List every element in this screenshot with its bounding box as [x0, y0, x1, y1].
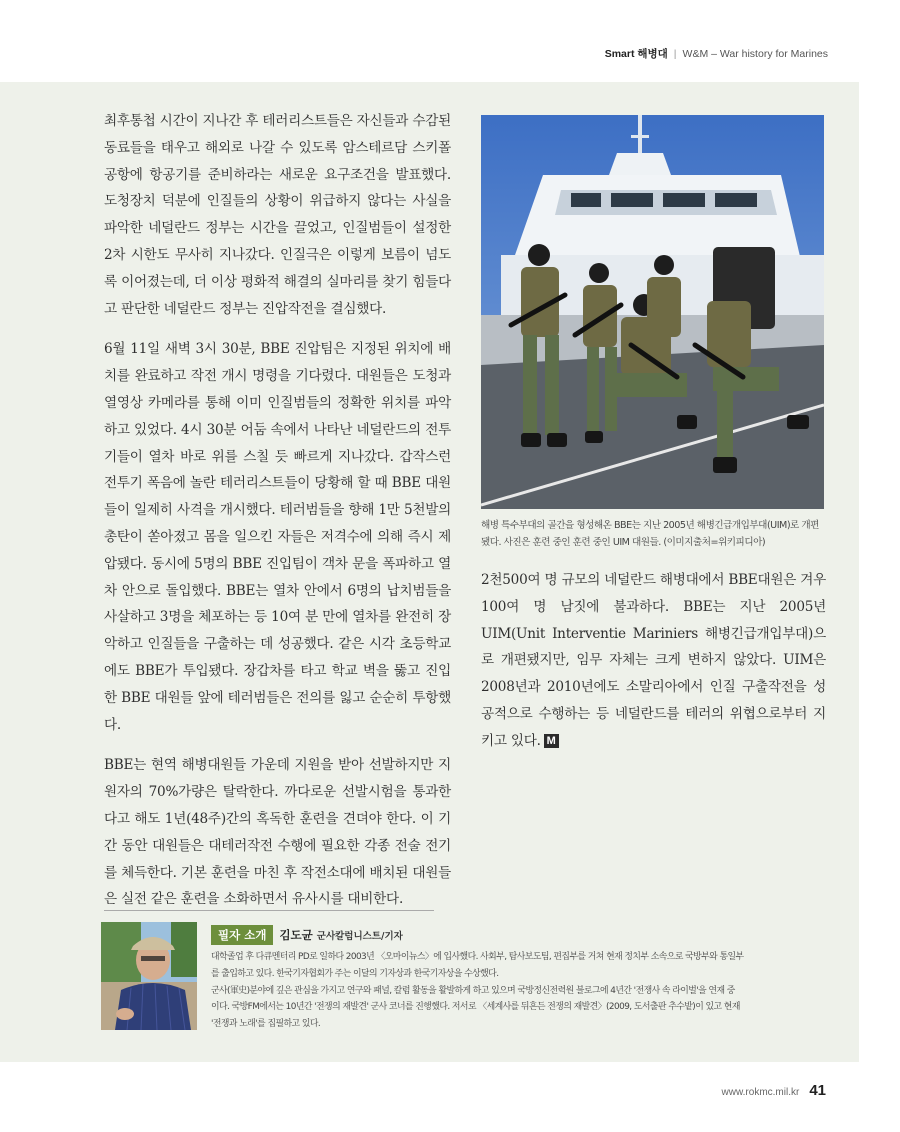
article-paragraph-4-text: 2천500여 명 규모의 네덜란드 해병대에서 BBE대원은 겨우 100여 명 남짓에 불과하다. BBE는 지난 2005년 UIM(Unit Interventie Mariniers 해병긴급개입부대)으로 개편됐지만, 임무 자체는 크게 변하지 않았다. UIM은 2008년과 2010년에도 소말리아에서 인질 구출작전을 성공적으로 수행하는 등 네덜란드를 테러의 위협으로부터 지키고 있다.	[481, 572, 826, 749]
article-paragraph-4	[481, 567, 826, 755]
article-right-column	[481, 567, 826, 769]
running-header	[605, 46, 828, 61]
author-divider	[104, 910, 434, 911]
article-paragraph-1: 최후통첩 시간이 지나간 후 테러리스트들은 자신들과 수감된 동료들을 태우고 해외로 나갈 수 있도록 암스테르담 스키폴 공항에 항공기를 준비하라는 새로운 요구조건을 발표했다. 도청장치 덕분에 인질들의 상황이 위급하지 않다는 사실을 파악한 네덜란드 정부는 시간을 끌었고, 인질범들이 설정한 2차 시한도 무사히 지나갔다. 인질극은 이렇게 보름이 넘도록 이어졌는데, 더 이상 평화적 해결의 실마리를 찾기 힘들다고 판단한 네덜란드 정부는 진압작전을 결심했다.	[104, 113, 451, 317]
photo-caption: 해병 특수부대의 골간을 형성해온 BBE는 지난 2005년 해병긴급개입부대(UIM)로 개편됐다. 사진은 훈련 중인 훈련 중인 UIM 대원들. (이미지출처=위키피디아)	[481, 520, 819, 548]
author-name: 김도균	[279, 928, 313, 942]
uim-team-photo	[481, 115, 824, 509]
end-mark-icon: M	[544, 734, 559, 748]
author-bio-line: 대학졸업 후 다큐멘터리 PD로 일하다 2003년 〈오마이뉴스〉에 입사했다. 사회부, 탐사보도팀, 편집부를 거쳐 현재 정치부 소속으로 국방부와 통일부	[211, 952, 744, 962]
author-heading	[211, 924, 403, 945]
author-bio-line: 군사(軍史)분야에 깊은 관심을 가지고 연구와 패널, 칼럼 활동을 활발하게 하고 있으며 국방정신전력원 블로그에 4년간 '전쟁사 속 라이벌'을 연재 중	[211, 985, 735, 996]
author-bio-line: 이다. 국방FM에서는 10년간 '전쟁의 재발견' 군사 코너를 진행했다. 저서로 〈세계사를 뒤흔든 전쟁의 재발견〉(2009, 도서출판 추수밭)이 있고 현재	[211, 1002, 740, 1013]
author-bio-line: 를 출입하고 있다. 한국기자협회가 주는 이달의 기자상과 한국기자상을 수상했다.	[211, 968, 499, 979]
author-bio-line: '전쟁과 노래'를 집필하고 있다.	[211, 1019, 321, 1030]
article-paragraph-3: BBE는 현역 해병대원들 가운데 지원을 받아 선발하지만 지원자의 70%가량은 탈락한다. 까다로운 선발시험을 통과한다고 해도 1년(48주)간의 혹독한 훈련을 견뎌야 한다. 이 기간 동안 대원들은 대테러작전 수행에 필요한 각종 전술 전기를 체득한다. 기본 훈련을 마친 후 작전소대에 배치된 대원들은 실전 같은 훈련을 소화하면서 유사시를 대비한다.	[104, 757, 451, 908]
page-footer	[722, 1082, 826, 1100]
footer-url: www.rokmc.mil.kr	[721, 1087, 800, 1098]
author-bio	[211, 949, 829, 1033]
article-paragraph-2: 6월 11일 새벽 3시 30분, BBE 진압팀은 지정된 위치에 배치를 완료하고 작전 개시 명령을 기다렸다. 대원들은 도청과 열영상 카메라를 통해 이미 인질범들의 정확한 위치를 파악하고 있었다. 4시 30분 어둠 속에서 나타난 네덜란드의 전투기들이 열차 바로 위를 스칠 듯 빠르게 지나갔다. 갑작스런 전투기 폭음에 놀란 테러리스트들이 당황해 할 때 BBE 대원들이 일제히 사격을 개시했다. 테러범들을 향해 1만 5천발의 총탄이 쏟아졌고 몸을 일으킨 자들은 저격수에 의해 즉시 제압됐다. 동시에 5명의 BBE 진입팀이 객차 문을 폭파하고 열차 안으로 돌입했다. BBE는 열차 안에서 6명의 납치범들을 사살하고 3명을 체포하는 등 10여 분 만에 열차를 완전히 장악하고 인질들을 구출하는 데 성공했다. 같은 시각 초등학교에도 BBE가 투입됐다. 장갑차를 타고 학교 벽을 뚫고 진입한 BBE 대원들 앞에 테러범들은 전의를 잃고 순순히 투항했다.	[104, 341, 451, 733]
header-separator: |	[673, 48, 677, 60]
page-number: 41	[809, 1082, 826, 1099]
author-role: 군사칼럼니스트/기자	[316, 931, 403, 942]
article-left-column	[104, 108, 451, 927]
series-title: W&M – War history for Marines	[682, 48, 828, 60]
author-tag: 필자 소개	[211, 925, 273, 945]
author-photo	[101, 922, 197, 1030]
section-name: Smart 해병대	[604, 48, 668, 60]
